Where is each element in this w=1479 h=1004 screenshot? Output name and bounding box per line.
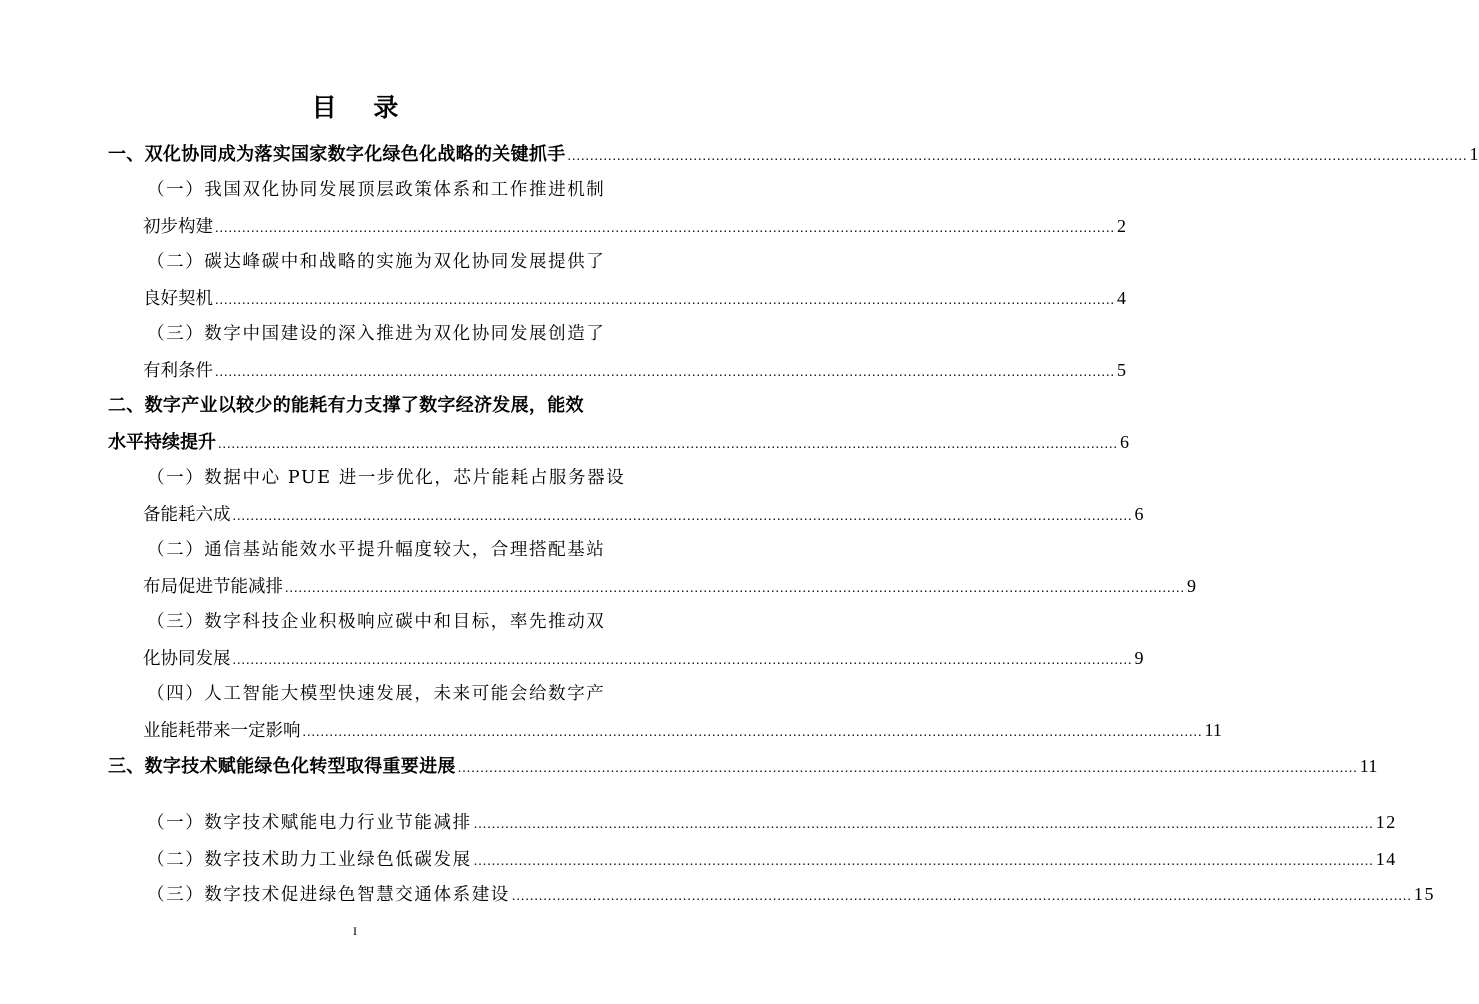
toc-subsection-entry[interactable] (143, 460, 1144, 532)
toc-page-number: 9 (1134, 648, 1144, 668)
toc-leader-dots: ........................................................................................................................................................................................................ (511, 889, 1412, 904)
toc-leader-dots: ........................................................................................................................................................................................................ (232, 653, 1133, 668)
toc-section-entry[interactable] (108, 388, 1129, 460)
toc-entry-text: （二）通信基站能效水平提升幅度较大，合理搭配基站 (147, 540, 606, 560)
toc-entry-text: 一、双化协同成为落实国家数字化绿色化战略的关键抓手 (108, 144, 566, 165)
toc-subsection-entry[interactable] (143, 316, 1126, 388)
toc-subsection-entry[interactable] (145, 841, 1397, 877)
toc-entry-text: （一）数字技术赋能电力行业节能减排 (147, 813, 472, 833)
toc-entry-text: 良好契机 (143, 289, 213, 309)
toc-leader-dots: ........................................................................................................................................................................................................ (215, 221, 1115, 236)
toc-entry-text: 业能耗带来一定影响 (143, 721, 301, 741)
toc-leader-dots: ........................................................................................................................................................................................................ (218, 437, 1118, 452)
toc-entry-text: 有利条件 (143, 361, 213, 381)
page-title: 目 录 (311, 93, 413, 122)
toc-leader-dots: ........................................................................................................................................................................................................ (215, 293, 1115, 308)
toc-page-number: 11 (1359, 756, 1378, 776)
toc-subsection-entry[interactable] (143, 676, 1222, 748)
toc-page-number: 6 (1120, 432, 1129, 452)
toc-entry-text: 初步构建 (143, 217, 213, 237)
toc-leader-dots: ........................................................................................................................................................................................................ (457, 761, 1358, 776)
toc-entry-text: （四）人工智能大模型快速发展，未来可能会给数字产 (147, 684, 606, 704)
toc-leader-dots: ........................................................................................................................................................................................................ (567, 149, 1468, 164)
toc-entry-text: 三、数字技术赋能绿色化转型取得重要进展 (108, 756, 456, 777)
toc-subsection-entry[interactable] (143, 244, 1126, 316)
toc-section-entry[interactable] (108, 748, 1378, 784)
toc-entry-text: 备能耗六成 (143, 505, 231, 525)
toc-entry-text: 布局促进节能减排 (143, 577, 283, 597)
toc-entry-text: （三）数字中国建设的深入推进为双化协同发展创造了 (147, 324, 606, 344)
toc-page-number: 4 (1117, 288, 1126, 308)
toc-entry-text: （一）数据中心 PUE 进一步优化，芯片能耗占服务器设 (147, 468, 626, 488)
toc-leader-dots: ........................................................................................................................................................................................................ (302, 725, 1203, 740)
toc-page-number: 6 (1134, 504, 1144, 524)
toc-subsection-entry[interactable] (143, 532, 1196, 604)
toc-page-number: 9 (1187, 576, 1196, 596)
toc-leader-dots: ........................................................................................................................................................................................................ (473, 817, 1374, 832)
toc-entry-text: （二）碳达峰碳中和战略的实施为双化协同发展提供了 (147, 252, 606, 272)
toc-subsection-entry[interactable] (143, 172, 1126, 244)
toc-leader-dots: ........................................................................................................................................................................................................ (215, 365, 1115, 380)
toc-page-number: 14 (1375, 849, 1397, 869)
toc-entry-text: （三）数字科技企业积极响应碳中和目标，率先推动双 (147, 612, 606, 632)
toc-leader-dots: ........................................................................................................................................................................................................ (473, 854, 1374, 869)
toc-page-number: 12 (1375, 812, 1397, 832)
toc-page-number: 2 (1117, 216, 1126, 236)
toc-page-number: 11 (1204, 720, 1222, 740)
toc-subsection-entry[interactable] (145, 804, 1397, 840)
toc-section-entry[interactable] (108, 136, 1479, 172)
toc-entry-text: 二、数字产业以较少的能耗有力支撑了数字经济发展，能效 (108, 395, 584, 416)
toc-subsection-entry[interactable] (145, 876, 1436, 912)
toc-entry-text: （二）数字技术助力工业绿色低碳发展 (147, 850, 472, 870)
toc-subsection-entry[interactable] (143, 604, 1144, 676)
toc-entry-text: （三）数字技术促进绿色智慧交通体系建设 (147, 885, 510, 905)
page-number: I (353, 924, 357, 938)
toc-entry-text: 水平持续提升 (108, 432, 216, 453)
toc-page-number: 1 (1469, 144, 1479, 164)
toc-leader-dots: ........................................................................................................................................................................................................ (285, 581, 1185, 596)
toc-page-number: 5 (1117, 360, 1126, 380)
toc-leader-dots: ........................................................................................................................................................................................................ (232, 509, 1133, 524)
toc-entry-text: （一）我国双化协同发展顶层政策体系和工作推进机制 (147, 180, 606, 200)
toc-entry-text: 化协同发展 (143, 649, 231, 669)
toc-page-number: 15 (1413, 884, 1436, 904)
